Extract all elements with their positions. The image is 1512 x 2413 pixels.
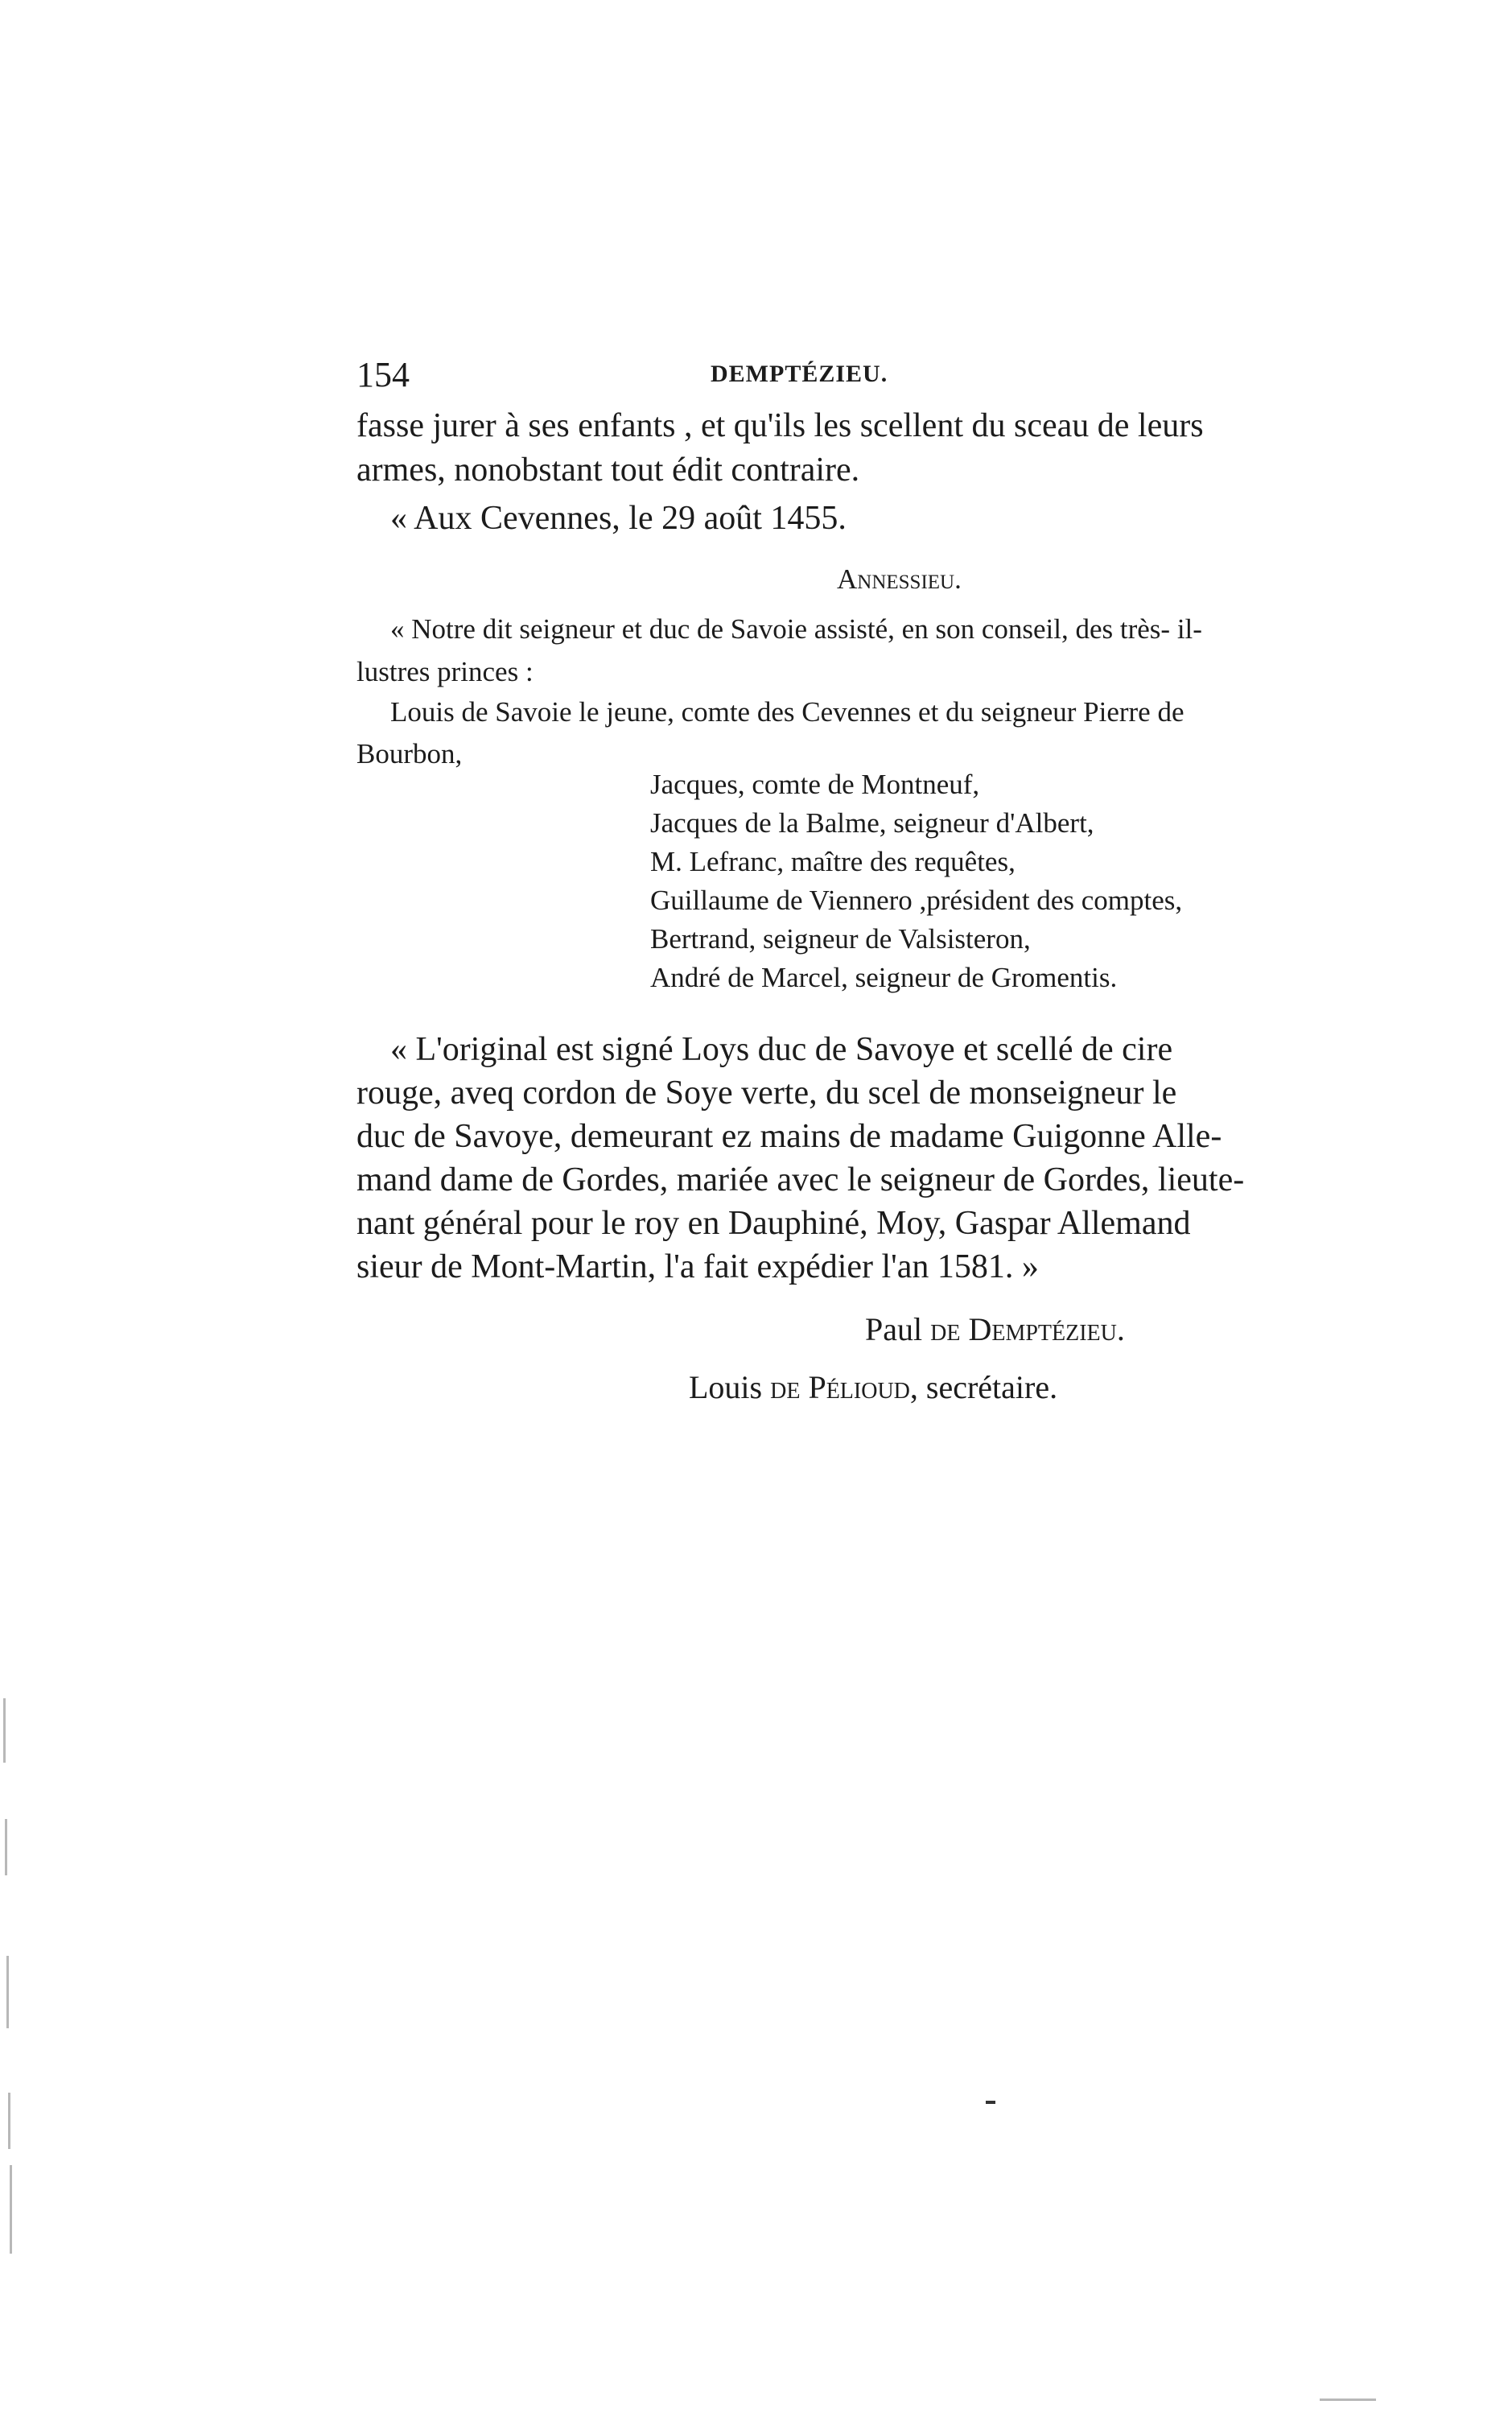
text-line: Louis de Savoie le jeune, comte des Cevennes et du seigneur Pierre de: [390, 696, 1184, 728]
signature-title: secrétaire.: [925, 1369, 1058, 1405]
text-line: fasse jurer à ses enfants , et qu'ils les scellent du sceau de leurs: [356, 407, 1204, 444]
signature-given-name: Louis: [689, 1369, 763, 1405]
text-line: Bourbon,: [356, 738, 463, 769]
text-line: duc de Savoye, demeurant ez mains de madame Guigonne Alle-: [356, 1118, 1222, 1155]
council-member: André de Marcel, seigneur de Gromentis.: [650, 962, 1118, 993]
text-line: « L'original est signé Loys duc de Savoye et scellé de cire: [390, 1031, 1173, 1068]
page-number: 154: [356, 355, 410, 394]
date-line: « Aux Cevennes, le 29 août 1455.: [390, 500, 847, 537]
text-line: sieur de Mont-Martin, l'a fait expédier l'an 1581. »: [356, 1248, 1039, 1285]
text-line: « Notre dit seigneur et duc de Savoie assisté, en son conseil, des très- il-: [390, 613, 1202, 645]
council-member: Jacques, comte de Montneuf,: [650, 769, 980, 800]
running-title: DEMPTÉZIEU.: [711, 361, 888, 387]
council-member: Bertrand, seigneur de Valsisteron,: [650, 923, 1031, 955]
signature-surname: Pélioud,: [808, 1369, 918, 1405]
council-member: Jacques de la Balme, seigneur d'Albert,: [650, 807, 1094, 839]
signature-particle: de: [930, 1311, 961, 1347]
text-line: lustres princes :: [356, 656, 534, 687]
text-line: rouge, aveq cordon de Soye verte, du scel de monseigneur le: [356, 1075, 1177, 1112]
signatory-annessieu: Annessieu.: [837, 563, 962, 595]
text-line: nant général pour le roy en Dauphiné, Moy, Gaspar Allemand: [356, 1205, 1191, 1242]
council-member: M. Lefranc, maître des requêtes,: [650, 846, 1016, 877]
text-line: mand dame de Gordes, mariée avec le seigneur de Gordes, lieute-: [356, 1161, 1245, 1198]
signature-particle: de: [770, 1369, 801, 1405]
signature-louis-de-pelioud: [689, 1368, 1057, 1406]
page-header: [356, 354, 1226, 402]
signature-given-name: Paul: [865, 1311, 923, 1347]
signature-surname: Demptézieu.: [968, 1311, 1125, 1347]
signature-paul-de-demptezieu: [865, 1310, 1125, 1348]
council-member: Guillaume de Viennero ,président des comptes,: [650, 885, 1183, 916]
text-line: armes, nonobstant tout édit contraire.: [356, 452, 860, 489]
